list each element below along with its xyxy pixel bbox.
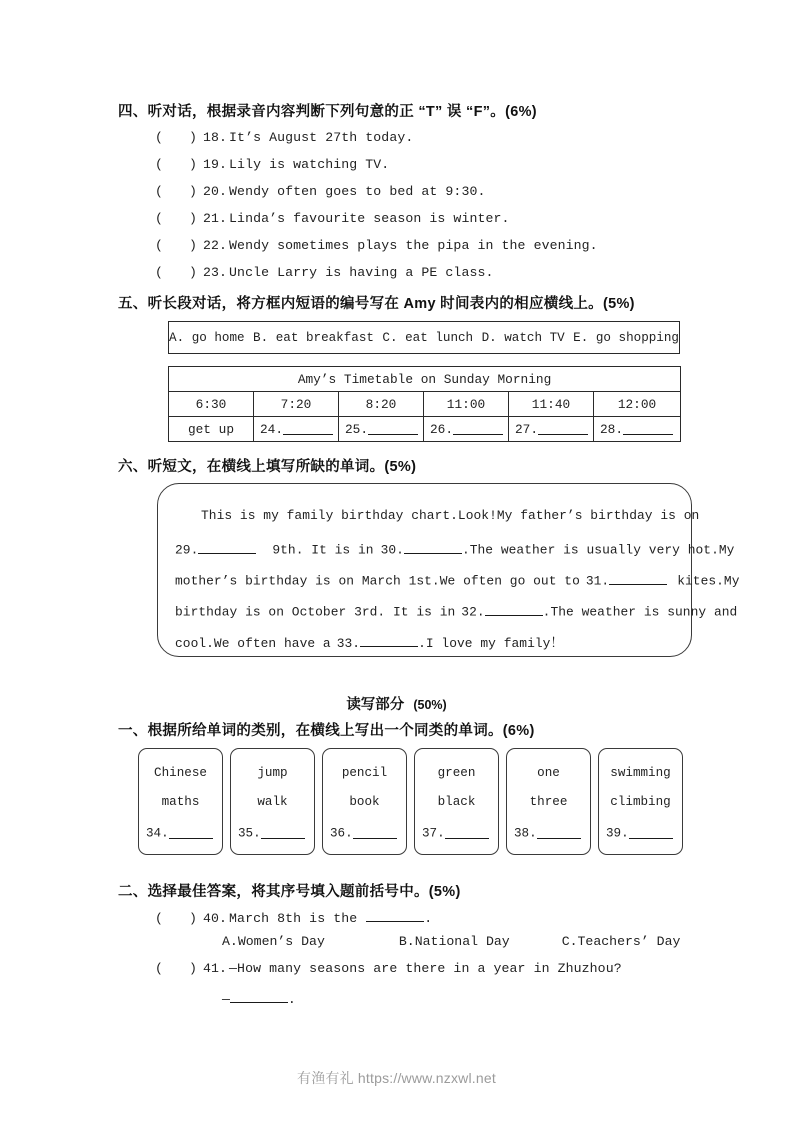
rw-section-1-heading: 一、根据所给单词的类别，在横线上写出一个同类的单词。(6%) [118,723,535,739]
word-card-39 [598,748,683,855]
answer-parenthesis-18[interactable]: ( ) [155,130,198,145]
card-answer-36[interactable] [330,825,397,841]
time-cell-3: 8:20 [339,392,424,417]
passage-line-3-end: kites.My [677,573,740,589]
card-blank-39[interactable] [629,825,673,839]
question-blank-40[interactable] [366,907,424,922]
table-row-times [169,392,681,417]
phrase-option-b: B. eat breakfast [253,330,374,345]
listening-passage-box [157,483,740,657]
activity-blank-28[interactable] [623,421,673,435]
activity-cell-24[interactable] [254,417,339,442]
card-word-1-35: jump [257,766,288,780]
passage-line-2-end: .The weather is usually very hot.My [461,542,735,558]
passage-line-5 [175,632,563,651]
section-6-heading: 六、听短文，在横线上填写所缺的单词。(5%) [118,459,417,475]
answer-period-41: . [287,991,296,1007]
time-cell-6: 12:00 [594,392,681,417]
answer-parenthesis-23[interactable]: ( ) [155,265,198,280]
amy-timetable [168,366,681,442]
table-row-activities [169,417,681,442]
card-number-37: 37. [422,826,445,841]
activity-number-25: 25. [345,421,369,437]
card-word-1-38: one [537,766,560,780]
question-number-21: 21. [203,211,228,226]
section-5-heading: 五、听长段对话，将方框内短语的编号写在 Amy 时间表内的相应横线上。(5%) [118,296,635,312]
passage-line-5-end: .I love my family！ [418,636,564,651]
activity-cell-get-up: get up [169,417,254,442]
activity-blank-25[interactable] [368,421,418,435]
answer-parenthesis-21[interactable]: ( ) [155,211,198,226]
card-word-1-37: green [437,766,476,780]
card-number-36: 36. [330,826,353,841]
question-text-18: It’s August 27th today. [229,130,414,145]
answer-parenthesis-40[interactable]: ( ) [155,910,198,926]
time-cell-5: 11:40 [509,392,594,417]
word-card-38 [506,748,591,855]
card-number-35: 35. [238,826,261,841]
activity-number-26: 26. [430,421,454,437]
card-blank-36[interactable] [353,825,397,839]
section-4-heading: 四、听对话，根据录音内容判断下列句意的正 “T” 误 “F”。(6%) [118,104,537,120]
question-number-19: 19. [203,157,228,172]
blank-label-29: 29. [175,542,199,558]
passage-line-2 [175,539,734,558]
tf-question-22 [155,238,598,253]
card-number-34: 34. [146,826,169,841]
blank-label-30: 30. [380,542,404,558]
passage-line-2-mid: 9th. It is in [272,542,374,558]
activity-number-24: 24. [260,421,284,437]
activity-cell-28[interactable] [594,417,681,442]
rw-section-2-heading: 二、选择最佳答案，将其序号填入题前括号中。(5%) [118,884,461,900]
card-answer-34[interactable] [146,825,213,841]
passage-blank-29[interactable] [198,539,256,554]
blank-label-31: 31. [585,573,610,589]
passage-blank-32[interactable] [485,601,543,616]
activity-cell-26[interactable] [424,417,509,442]
mc-question-41 [155,961,622,976]
activity-blank-26[interactable] [453,421,503,435]
phrase-option-a: A. go home [169,330,245,345]
mc-options-40 [222,934,680,949]
activity-number-28: 28. [600,421,624,437]
card-word-2-35: walk [257,795,288,809]
card-blank-38[interactable] [537,825,581,839]
activity-blank-27[interactable] [538,421,588,435]
time-cell-2: 7:20 [254,392,339,417]
option-c-40[interactable]: C.Teachers’ Day [561,934,681,949]
answer-parenthesis-19[interactable]: ( ) [155,157,198,172]
mc-answer-line-41 [222,988,296,1007]
activity-blank-24[interactable] [283,421,333,435]
card-blank-37[interactable] [445,825,489,839]
question-number-23: 23. [203,265,228,280]
question-text-23: Uncle Larry is having a PE class. [229,265,494,280]
word-card-37 [414,748,499,855]
answer-dash-41: — [222,991,230,1007]
time-cell-4: 11:00 [424,392,509,417]
card-blank-35[interactable] [261,825,305,839]
part-title-percent: (50%) [413,698,447,712]
part-title-reading-writing [0,693,793,714]
part-title-text: 读写部分 [346,697,405,713]
phrase-option-c: C. eat lunch [382,330,474,345]
tf-question-19 [155,157,389,172]
mc-question-40 [155,907,432,926]
card-word-2-36: book [349,795,380,809]
question-number-40: 40. [203,910,228,926]
table-row-title [169,367,681,392]
tf-question-23 [155,265,494,280]
time-cell-1: 6:30 [169,392,254,417]
card-word-2-37: black [437,795,476,809]
card-word-1-39: swimming [610,766,671,780]
card-number-38: 38. [514,826,537,841]
passage-line-5-start: cool.We often have a [175,636,331,651]
card-answer-37[interactable] [422,825,489,841]
phrase-bank-box [168,321,680,354]
question-text-20: Wendy often goes to bed at 9:30. [229,184,486,199]
card-word-2-34: maths [161,795,200,809]
question-number-20: 20. [203,184,228,199]
question-text-41: —How many seasons are there in a year in Zhuzhou? [229,961,622,976]
word-card-35 [230,748,315,855]
passage-line-4-end: .The weather is sunny and [542,604,738,620]
footer-watermark: 有渔有礼 https://www.nzxwl.net [297,1070,496,1086]
question-number-18: 18. [203,130,228,145]
tf-question-18 [155,130,413,145]
question-number-22: 22. [203,238,228,253]
card-word-1-34: Chinese [154,766,207,780]
phrase-option-d: D. watch TV [481,330,565,345]
card-answer-39[interactable] [606,825,673,841]
card-answer-35[interactable] [238,825,305,841]
activity-cell-25[interactable] [339,417,424,442]
card-word-2-39: climbing [610,795,671,809]
activity-cell-27[interactable] [509,417,594,442]
passage-line-4 [175,601,737,620]
card-number-39: 39. [606,826,629,841]
activity-number-27: 27. [515,421,539,437]
question-period-40: . [424,910,433,926]
answer-parenthesis-22[interactable]: ( ) [155,238,198,253]
passage-blank-33[interactable] [360,632,418,647]
word-card-36 [322,748,407,855]
tf-question-21 [155,211,510,226]
phrase-option-e: E. go shopping [573,330,679,345]
option-a-40[interactable]: A.Women’s Day [222,934,325,949]
answer-blank-41[interactable] [230,988,288,1003]
question-text-21: Linda’s favourite season is winter. [229,211,510,226]
card-word-1-36: pencil [341,766,388,780]
answer-parenthesis-20[interactable]: ( ) [155,184,198,199]
option-b-40[interactable]: B.National Day [398,934,510,949]
answer-parenthesis-41[interactable]: ( ) [155,961,198,976]
passage-blank-31[interactable] [609,570,667,585]
passage-blank-30[interactable] [404,539,462,554]
passage-line-4-start: birthday is on October 3rd. It is in [175,604,456,620]
word-card-34 [138,748,223,855]
card-word-2-38: three [529,795,568,809]
blank-label-33: 33. [336,636,361,651]
passage-line-1: This is my family birthday chart.Look!My father’s birthday is on [201,508,700,523]
question-text-40: March 8th is the [229,910,358,926]
blank-label-32: 32. [461,604,485,620]
question-text-22: Wendy sometimes plays the pipa in the evening. [229,238,598,253]
timetable-title: Amy’s Timetable on Sunday Morning [169,367,681,392]
tf-question-20 [155,184,486,199]
card-blank-34[interactable] [169,825,213,839]
question-text-19: Lily is watching TV. [229,157,390,172]
question-number-41: 41. [203,961,228,976]
passage-line-3 [175,570,740,589]
passage-line-3-start: mother’s birthday is on March 1st.We often go out to [175,573,580,589]
card-answer-38[interactable] [514,825,581,841]
